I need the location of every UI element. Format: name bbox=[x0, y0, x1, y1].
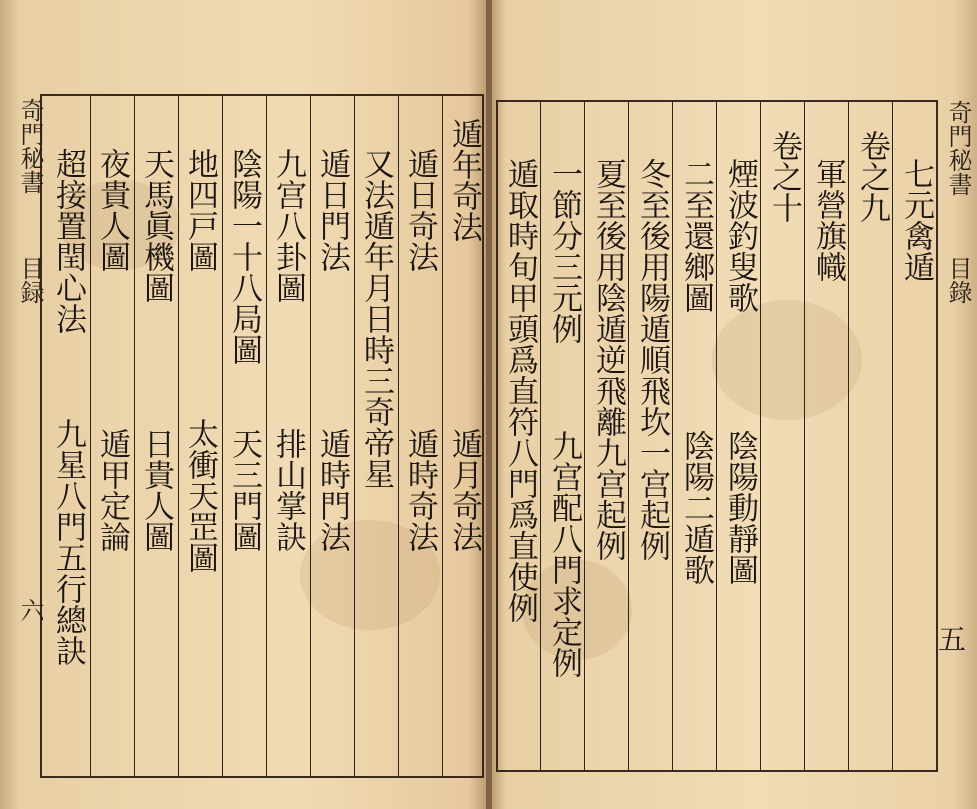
toc-entry: 遁甲定論 bbox=[94, 428, 130, 552]
folio-number: 六 bbox=[16, 598, 44, 622]
toc-entry: 煙波釣叟歌 bbox=[722, 158, 758, 313]
column-rule bbox=[584, 102, 585, 770]
chapter-heading: 卷之十 bbox=[766, 130, 802, 223]
toc-entry: 陰陽二遁歌 bbox=[678, 430, 714, 585]
column-rule bbox=[540, 102, 541, 770]
toc-entry: 二至還鄉圖 bbox=[678, 158, 714, 313]
left-page bbox=[0, 0, 488, 809]
column-rule bbox=[442, 96, 443, 776]
toc-entry: 超接置閏心法 bbox=[50, 148, 86, 334]
toc-entry: 夜貴人圖 bbox=[94, 148, 130, 272]
toc-entry: 排山掌訣 bbox=[270, 428, 306, 552]
column-rule bbox=[354, 96, 355, 776]
toc-entry: 天馬眞機圖 bbox=[138, 148, 174, 303]
margin-section: 目錄 bbox=[944, 256, 972, 304]
column-rule bbox=[398, 96, 399, 776]
column-rule bbox=[178, 96, 179, 776]
toc-entry: 一節分三元例 bbox=[546, 158, 582, 344]
column-rule bbox=[804, 102, 805, 770]
toc-entry: 遁取時旬甲頭爲直符八門爲直使例 bbox=[502, 158, 538, 623]
toc-entry: 遁時門法 bbox=[314, 428, 350, 552]
toc-entry: 日貴人圖 bbox=[138, 428, 174, 552]
column-rule bbox=[90, 96, 91, 776]
toc-entry: 七元禽遁 bbox=[898, 158, 934, 282]
column-rule bbox=[266, 96, 267, 776]
right-page bbox=[492, 0, 977, 809]
toc-entry: 九宫配八門求定例 bbox=[546, 430, 582, 678]
column-rule bbox=[672, 102, 673, 770]
column-rule bbox=[222, 96, 223, 776]
column-rule bbox=[760, 102, 761, 770]
toc-entry: 夏至後用陰遁逆飛離九宫起例 bbox=[590, 158, 626, 561]
toc-entry: 遁月奇法 bbox=[446, 428, 482, 552]
toc-entry: 軍營旗幟 bbox=[810, 158, 846, 282]
toc-entry: 遁日門法 bbox=[314, 148, 350, 272]
column-rule bbox=[628, 102, 629, 770]
toc-entry: 遁日奇法 bbox=[402, 148, 438, 272]
toc-entry: 陰陽動靜圖 bbox=[722, 430, 758, 585]
toc-entry: 又法遁年月日時三奇帝星 bbox=[358, 148, 394, 489]
toc-entry: 地四戸圖 bbox=[182, 148, 218, 272]
toc-entry: 天三門圖 bbox=[226, 428, 262, 552]
margin-title: 奇門秘書 bbox=[16, 98, 44, 194]
column-rule bbox=[892, 102, 893, 770]
toc-entry: 九星八門五行總訣 bbox=[50, 418, 86, 666]
margin-section: 目録 bbox=[16, 256, 44, 304]
toc-entry: 遁年奇法 bbox=[446, 118, 482, 242]
column-rule bbox=[716, 102, 717, 770]
folio-number: 五 bbox=[938, 623, 967, 656]
column-rule bbox=[310, 96, 311, 776]
toc-entry: 太衝天罡圖 bbox=[182, 418, 218, 573]
toc-entry: 陰陽一十八局圖 bbox=[226, 148, 262, 365]
column-rule bbox=[848, 102, 849, 770]
chapter-heading: 卷之九 bbox=[854, 130, 890, 223]
toc-entry: 九宫八卦圖 bbox=[270, 148, 306, 303]
column-rule bbox=[134, 96, 135, 776]
margin-title: 奇門秘書 bbox=[944, 100, 972, 196]
toc-entry: 冬至後用陽遁順飛坎一宫起例 bbox=[634, 158, 670, 561]
toc-entry: 遁時奇法 bbox=[402, 428, 438, 552]
